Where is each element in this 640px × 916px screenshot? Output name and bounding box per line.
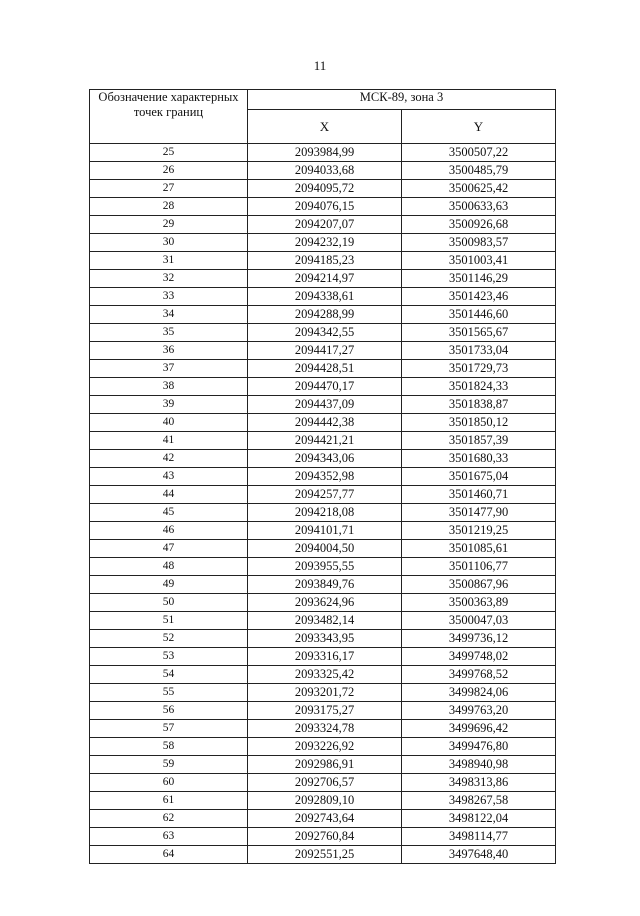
table-row bbox=[90, 342, 556, 360]
y-coordinate-cell: 3499763,20 bbox=[402, 702, 556, 720]
x-coordinate-cell: 2093175,27 bbox=[248, 702, 402, 720]
point-number-cell: 50 bbox=[90, 594, 248, 612]
x-coordinate-cell: 2093482,14 bbox=[248, 612, 402, 630]
table-row bbox=[90, 252, 556, 270]
table-row bbox=[90, 846, 556, 864]
y-coordinate-cell: 3498940,98 bbox=[402, 756, 556, 774]
y-coordinate-cell: 3499476,80 bbox=[402, 738, 556, 756]
table-row bbox=[90, 378, 556, 396]
y-coordinate-cell: 3500867,96 bbox=[402, 576, 556, 594]
x-coordinate-cell: 2094257,77 bbox=[248, 486, 402, 504]
coordinates-table bbox=[89, 89, 556, 864]
point-number-cell: 62 bbox=[90, 810, 248, 828]
x-coordinate-cell: 2094033,68 bbox=[248, 162, 402, 180]
y-coordinate-cell: 3501857,39 bbox=[402, 432, 556, 450]
x-coordinate-cell: 2093624,96 bbox=[248, 594, 402, 612]
table-row bbox=[90, 720, 556, 738]
table-row bbox=[90, 468, 556, 486]
table-row bbox=[90, 504, 556, 522]
x-coordinate-cell: 2094417,27 bbox=[248, 342, 402, 360]
point-number-cell: 61 bbox=[90, 792, 248, 810]
x-coordinate-cell: 2094343,06 bbox=[248, 450, 402, 468]
y-coordinate-cell: 3500363,89 bbox=[402, 594, 556, 612]
point-number-cell: 44 bbox=[90, 486, 248, 504]
x-coordinate-cell: 2092551,25 bbox=[248, 846, 402, 864]
x-coordinate-cell: 2094232,19 bbox=[248, 234, 402, 252]
y-coordinate-cell: 3499748,02 bbox=[402, 648, 556, 666]
point-number-cell: 53 bbox=[90, 648, 248, 666]
x-coordinate-cell: 2093849,76 bbox=[248, 576, 402, 594]
y-coordinate-cell: 3499736,12 bbox=[402, 630, 556, 648]
table-row bbox=[90, 306, 556, 324]
point-number-cell: 45 bbox=[90, 504, 248, 522]
y-coordinate-cell: 3501460,71 bbox=[402, 486, 556, 504]
point-number-cell: 28 bbox=[90, 198, 248, 216]
table-row bbox=[90, 792, 556, 810]
x-coordinate-cell: 2094421,21 bbox=[248, 432, 402, 450]
table-row bbox=[90, 684, 556, 702]
x-coordinate-cell: 2093316,17 bbox=[248, 648, 402, 666]
y-coordinate-cell: 3501675,04 bbox=[402, 468, 556, 486]
y-coordinate-cell: 3501219,25 bbox=[402, 522, 556, 540]
point-number-cell: 34 bbox=[90, 306, 248, 324]
point-number-cell: 36 bbox=[90, 342, 248, 360]
table-row bbox=[90, 450, 556, 468]
point-number-cell: 48 bbox=[90, 558, 248, 576]
table-row bbox=[90, 756, 556, 774]
table-row bbox=[90, 648, 556, 666]
point-number-cell: 35 bbox=[90, 324, 248, 342]
x-coordinate-cell: 2093325,42 bbox=[248, 666, 402, 684]
point-number-cell: 58 bbox=[90, 738, 248, 756]
y-coordinate-cell: 3501838,87 bbox=[402, 396, 556, 414]
y-column-header: Y bbox=[402, 110, 556, 144]
y-coordinate-cell: 3501003,41 bbox=[402, 252, 556, 270]
point-number-cell: 39 bbox=[90, 396, 248, 414]
y-coordinate-cell: 3499696,42 bbox=[402, 720, 556, 738]
x-coordinate-cell: 2094101,71 bbox=[248, 522, 402, 540]
point-number-cell: 32 bbox=[90, 270, 248, 288]
x-coordinate-cell: 2094437,09 bbox=[248, 396, 402, 414]
x-coordinate-cell: 2094207,07 bbox=[248, 216, 402, 234]
y-coordinate-cell: 3501423,46 bbox=[402, 288, 556, 306]
point-number-cell: 59 bbox=[90, 756, 248, 774]
x-coordinate-cell: 2092706,57 bbox=[248, 774, 402, 792]
x-coordinate-cell: 2094076,15 bbox=[248, 198, 402, 216]
x-coordinate-cell: 2094218,08 bbox=[248, 504, 402, 522]
y-coordinate-cell: 3500047,03 bbox=[402, 612, 556, 630]
table-row bbox=[90, 612, 556, 630]
y-coordinate-cell: 3501477,90 bbox=[402, 504, 556, 522]
y-coordinate-cell: 3501729,73 bbox=[402, 360, 556, 378]
y-coordinate-cell: 3501733,04 bbox=[402, 342, 556, 360]
point-number-cell: 56 bbox=[90, 702, 248, 720]
table-row bbox=[90, 360, 556, 378]
y-coordinate-cell: 3500983,57 bbox=[402, 234, 556, 252]
point-number-cell: 25 bbox=[90, 144, 248, 162]
y-coordinate-cell: 3500926,68 bbox=[402, 216, 556, 234]
x-coordinate-cell: 2092743,64 bbox=[248, 810, 402, 828]
point-number-cell: 42 bbox=[90, 450, 248, 468]
y-coordinate-cell: 3501680,33 bbox=[402, 450, 556, 468]
table-row bbox=[90, 432, 556, 450]
x-coordinate-cell: 2094442,38 bbox=[248, 414, 402, 432]
x-coordinate-cell: 2094095,72 bbox=[248, 180, 402, 198]
table-row bbox=[90, 396, 556, 414]
y-coordinate-cell: 3501085,61 bbox=[402, 540, 556, 558]
y-coordinate-cell: 3501446,60 bbox=[402, 306, 556, 324]
table-row bbox=[90, 810, 556, 828]
table-row bbox=[90, 630, 556, 648]
x-coordinate-cell: 2094342,55 bbox=[248, 324, 402, 342]
point-number-cell: 27 bbox=[90, 180, 248, 198]
point-number-cell: 29 bbox=[90, 216, 248, 234]
table-body bbox=[90, 144, 556, 864]
table-row bbox=[90, 774, 556, 792]
x-coordinate-cell: 2093955,55 bbox=[248, 558, 402, 576]
x-coordinate-cell: 2094288,99 bbox=[248, 306, 402, 324]
table-row bbox=[90, 288, 556, 306]
table-row bbox=[90, 144, 556, 162]
x-coordinate-cell: 2094338,61 bbox=[248, 288, 402, 306]
table-row bbox=[90, 234, 556, 252]
y-coordinate-cell: 3500633,63 bbox=[402, 198, 556, 216]
x-coordinate-cell: 2094352,98 bbox=[248, 468, 402, 486]
point-number-cell: 30 bbox=[90, 234, 248, 252]
table-row bbox=[90, 162, 556, 180]
point-number-cell: 37 bbox=[90, 360, 248, 378]
x-coordinate-cell: 2093324,78 bbox=[248, 720, 402, 738]
y-coordinate-cell: 3498267,58 bbox=[402, 792, 556, 810]
table-row bbox=[90, 540, 556, 558]
point-number-cell: 47 bbox=[90, 540, 248, 558]
table-row bbox=[90, 594, 556, 612]
point-number-cell: 55 bbox=[90, 684, 248, 702]
y-coordinate-cell: 3499824,06 bbox=[402, 684, 556, 702]
y-coordinate-cell: 3499768,52 bbox=[402, 666, 556, 684]
y-coordinate-cell: 3501106,77 bbox=[402, 558, 556, 576]
x-column-header: X bbox=[248, 110, 402, 144]
x-coordinate-cell: 2093226,92 bbox=[248, 738, 402, 756]
x-coordinate-cell: 2093201,72 bbox=[248, 684, 402, 702]
x-coordinate-cell: 2094470,17 bbox=[248, 378, 402, 396]
point-number-cell: 46 bbox=[90, 522, 248, 540]
point-number-cell: 38 bbox=[90, 378, 248, 396]
point-label-header: Обозначение характерных точек границ bbox=[90, 90, 248, 144]
y-coordinate-cell: 3500625,42 bbox=[402, 180, 556, 198]
table-row bbox=[90, 414, 556, 432]
point-number-cell: 43 bbox=[90, 468, 248, 486]
point-number-cell: 33 bbox=[90, 288, 248, 306]
x-coordinate-cell: 2094004,50 bbox=[248, 540, 402, 558]
coordinate-system-header: МСК-89, зона 3 bbox=[248, 90, 556, 110]
x-coordinate-cell: 2092986,91 bbox=[248, 756, 402, 774]
point-number-cell: 51 bbox=[90, 612, 248, 630]
table-row bbox=[90, 738, 556, 756]
point-number-cell: 40 bbox=[90, 414, 248, 432]
x-coordinate-cell: 2094185,23 bbox=[248, 252, 402, 270]
table-row bbox=[90, 576, 556, 594]
y-coordinate-cell: 3500507,22 bbox=[402, 144, 556, 162]
point-number-cell: 60 bbox=[90, 774, 248, 792]
table-row bbox=[90, 270, 556, 288]
table-row bbox=[90, 486, 556, 504]
x-coordinate-cell: 2094428,51 bbox=[248, 360, 402, 378]
table-row bbox=[90, 198, 556, 216]
y-coordinate-cell: 3501565,67 bbox=[402, 324, 556, 342]
point-number-cell: 63 bbox=[90, 828, 248, 846]
table-row bbox=[90, 180, 556, 198]
y-coordinate-cell: 3500485,79 bbox=[402, 162, 556, 180]
x-coordinate-cell: 2093984,99 bbox=[248, 144, 402, 162]
y-coordinate-cell: 3498114,77 bbox=[402, 828, 556, 846]
page-number: 11 bbox=[313, 58, 327, 73]
x-coordinate-cell: 2092760,84 bbox=[248, 828, 402, 846]
point-number-cell: 31 bbox=[90, 252, 248, 270]
x-coordinate-cell: 2094214,97 bbox=[248, 270, 402, 288]
point-number-cell: 64 bbox=[90, 846, 248, 864]
table-row bbox=[90, 522, 556, 540]
y-coordinate-cell: 3498313,86 bbox=[402, 774, 556, 792]
table-row bbox=[90, 324, 556, 342]
x-coordinate-cell: 2092809,10 bbox=[248, 792, 402, 810]
point-number-cell: 41 bbox=[90, 432, 248, 450]
point-number-cell: 54 bbox=[90, 666, 248, 684]
point-number-cell: 57 bbox=[90, 720, 248, 738]
point-number-cell: 52 bbox=[90, 630, 248, 648]
table-row bbox=[90, 666, 556, 684]
y-coordinate-cell: 3498122,04 bbox=[402, 810, 556, 828]
table-row bbox=[90, 702, 556, 720]
x-coordinate-cell: 2093343,95 bbox=[248, 630, 402, 648]
table-row bbox=[90, 558, 556, 576]
y-coordinate-cell: 3501824,33 bbox=[402, 378, 556, 396]
point-number-cell: 49 bbox=[90, 576, 248, 594]
y-coordinate-cell: 3501850,12 bbox=[402, 414, 556, 432]
y-coordinate-cell: 3501146,29 bbox=[402, 270, 556, 288]
table-row bbox=[90, 828, 556, 846]
y-coordinate-cell: 3497648,40 bbox=[402, 846, 556, 864]
point-number-cell: 26 bbox=[90, 162, 248, 180]
table-row bbox=[90, 216, 556, 234]
